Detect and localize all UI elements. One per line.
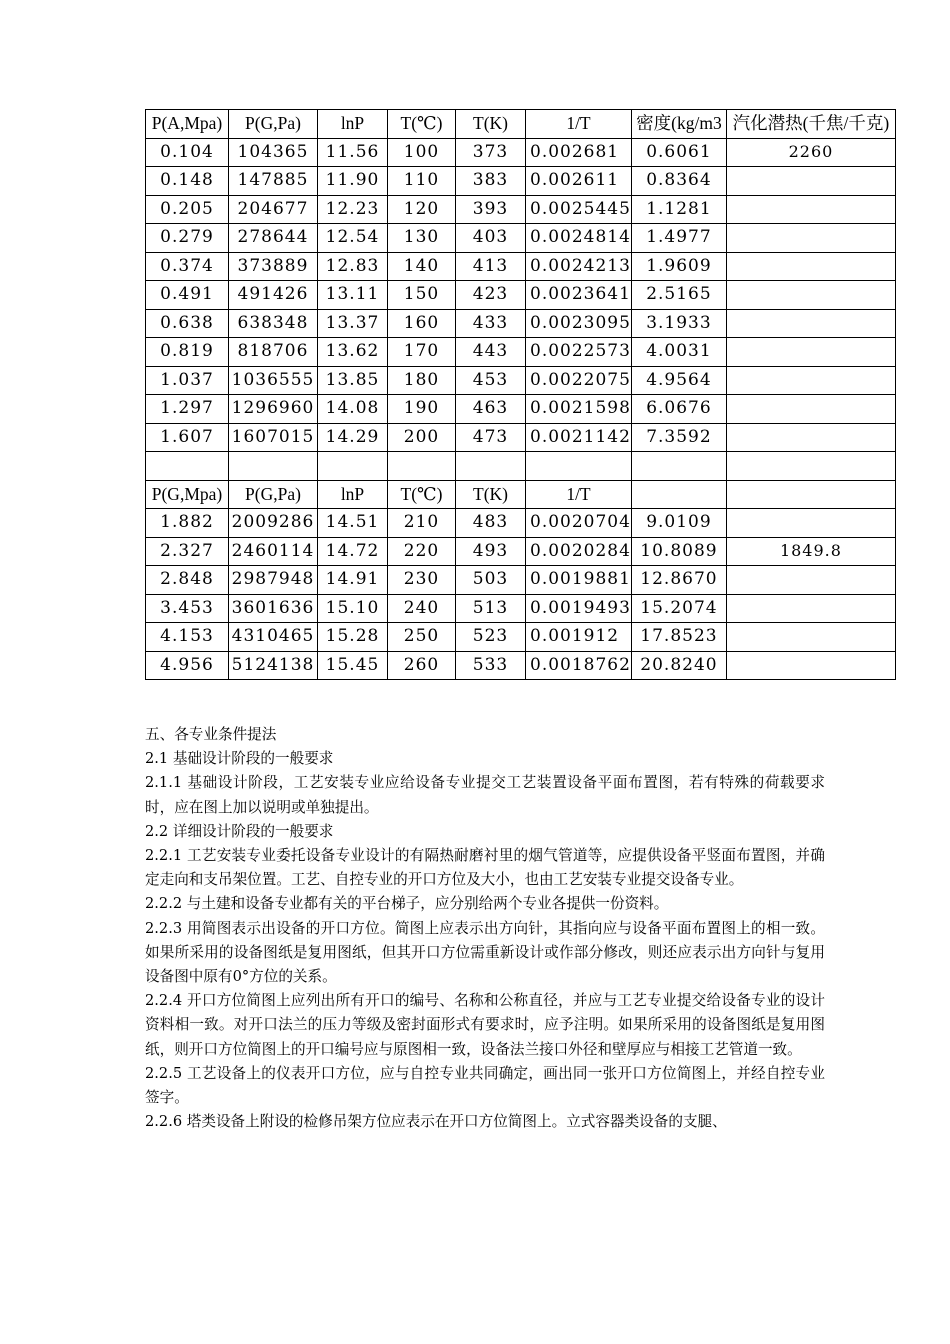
- table-cell: 423: [456, 281, 526, 310]
- table-cell: 0.638: [146, 309, 229, 338]
- header-cell: P(A,Mpa): [146, 110, 229, 139]
- table-cell: 260: [388, 651, 456, 680]
- table-row: [146, 338, 896, 367]
- table-row: [146, 623, 896, 652]
- table-cell: 230: [388, 566, 456, 595]
- table-cell: 12.8670: [631, 566, 726, 595]
- table-row: [146, 594, 896, 623]
- table-cell: 0.0024814: [526, 224, 632, 253]
- table-row: [146, 309, 896, 338]
- table-cell: 453: [456, 366, 526, 395]
- table-cell: 210: [388, 509, 456, 538]
- table-cell: [726, 195, 895, 224]
- table-cell: 2460114: [229, 537, 318, 566]
- table-cell: 13.85: [318, 366, 388, 395]
- table-cell: 4.153: [146, 623, 229, 652]
- table-cell: 523: [456, 623, 526, 652]
- table-cell: 200: [388, 423, 456, 452]
- table-cell: 100: [388, 138, 456, 167]
- table-row: [146, 366, 896, 395]
- table-cell: 147885: [229, 167, 318, 196]
- document-text: [145, 723, 825, 1134]
- table-cell: 6.0676: [631, 395, 726, 424]
- table-cell: 14.51: [318, 509, 388, 538]
- table-cell: [726, 252, 895, 281]
- table-cell: 0.8364: [631, 167, 726, 196]
- table-cell: [726, 224, 895, 253]
- table-cell: 0.104: [146, 138, 229, 167]
- table-cell: 513: [456, 594, 526, 623]
- table-cell: 2.5165: [631, 281, 726, 310]
- table-cell: 20.8240: [631, 651, 726, 680]
- table-cell: 2.848: [146, 566, 229, 595]
- table-cell: 12.23: [318, 195, 388, 224]
- table-cell: 818706: [229, 338, 318, 367]
- table-row: [146, 167, 896, 196]
- table-cell: 15.2074: [631, 594, 726, 623]
- table-cell: 638348: [229, 309, 318, 338]
- table-cell: [229, 452, 318, 481]
- table-cell: 0.0018762: [526, 651, 632, 680]
- table-cell: 0.0020704: [526, 509, 632, 538]
- table-cell: 0.0019881: [526, 566, 632, 595]
- table-row: [146, 509, 896, 538]
- table-cell: 14.72: [318, 537, 388, 566]
- heading-2-1: 2.1 基础设计阶段的一般要求: [145, 750, 334, 768]
- table-row: [146, 452, 896, 481]
- table-cell: 413: [456, 252, 526, 281]
- table-cell: 2009286: [229, 509, 318, 538]
- table-cell: 493: [456, 537, 526, 566]
- header-cell: T(K): [456, 480, 526, 509]
- table-cell: 110: [388, 167, 456, 196]
- table-cell: 4.956: [146, 651, 229, 680]
- table-cell: 1.607: [146, 423, 229, 452]
- table-cell: 0.0019493: [526, 594, 632, 623]
- table-row: [146, 395, 896, 424]
- table-cell: [146, 452, 229, 481]
- paragraph-2-2-4: 2.2.4 开口方位简图上应列出所有开口的编号、名称和公称直径，并应与工艺专业提交给设备专业的设计资料相一致。对开口法兰的压力等级及密封面形式有要求时，应予注明。如果所采用的设备图纸是复用图纸，则开口方位简图上的开口编号应与原图相一致，设备法兰接口外径和壁厚应与相接工艺管道一致。: [145, 992, 825, 1058]
- table-cell: 17.8523: [631, 623, 726, 652]
- table-cell: 0.279: [146, 224, 229, 253]
- table-cell: 13.62: [318, 338, 388, 367]
- table-row: [146, 224, 896, 253]
- table-cell: [631, 452, 726, 481]
- header-cell: 汽化潜热(千焦/千克): [726, 110, 895, 139]
- table-cell: 9.0109: [631, 509, 726, 538]
- table-cell: [726, 594, 895, 623]
- table-cell: [726, 651, 895, 680]
- table-cell: 120: [388, 195, 456, 224]
- table-cell: [726, 366, 895, 395]
- table-cell: 0.819: [146, 338, 229, 367]
- header-cell: T(K): [456, 110, 526, 139]
- table-cell: 373889: [229, 252, 318, 281]
- table-cell: 250: [388, 623, 456, 652]
- header-cell: T(℃): [388, 110, 456, 139]
- table-cell: 0.001912: [526, 623, 632, 652]
- header-cell: P(G,Mpa): [146, 480, 229, 509]
- table-cell: 1.1281: [631, 195, 726, 224]
- table-cell: 0.205: [146, 195, 229, 224]
- table-cell: [388, 452, 456, 481]
- paragraph-2-2-1: 2.2.1 工艺安装专业委托设备专业设计的有隔热耐磨衬里的烟气管道等，应提供设备平竖面布置图，并确定走向和支吊架位置。工艺、自控专业的开口方位及大小，也由工艺安装专业提交设备专业。: [145, 847, 825, 889]
- table-cell: 170: [388, 338, 456, 367]
- heading-2-2: 2.2 详细设计阶段的一般要求: [145, 822, 334, 840]
- table-cell: 160: [388, 309, 456, 338]
- table-row: [146, 566, 896, 595]
- table-cell: 503: [456, 566, 526, 595]
- table-cell: [456, 452, 526, 481]
- table-cell: 0.0021598: [526, 395, 632, 424]
- section-title: 五、各专业条件提法: [145, 726, 277, 743]
- table-cell: 373: [456, 138, 526, 167]
- table-cell: 1.4977: [631, 224, 726, 253]
- table-header-row: [146, 480, 896, 509]
- paragraph-2-2-3: 2.2.3 用简图表示出设备的开口方位。简图上应表示出方向针，其指向应与设备平面布置图上的相一致。如果所采用的设备图纸是复用图纸，但其开口方位需重新设计或作部分修改，则还应表示出方向针与复用设备图中原有0°方位的关系。: [145, 919, 825, 986]
- table-cell: 14.29: [318, 423, 388, 452]
- table-cell: 14.08: [318, 395, 388, 424]
- header-cell: [631, 480, 726, 509]
- header-cell: lnP: [318, 110, 388, 139]
- paragraph-2-2-6: 2.2.6 塔类设备上附设的检修吊架方位应表示在开口方位简图上。立式容器类设备的支腿、: [145, 1113, 727, 1131]
- table-cell: [726, 623, 895, 652]
- table-cell: 12.54: [318, 224, 388, 253]
- table-cell: 473: [456, 423, 526, 452]
- table-cell: 1.037: [146, 366, 229, 395]
- table-row: [146, 195, 896, 224]
- table-cell: [726, 167, 895, 196]
- table-cell: [726, 423, 895, 452]
- table-cell: 150: [388, 281, 456, 310]
- table-cell: 4310465: [229, 623, 318, 652]
- table-cell: 13.11: [318, 281, 388, 310]
- table-cell: 0.0021142: [526, 423, 632, 452]
- table-cell: 11.90: [318, 167, 388, 196]
- table-row: [146, 651, 896, 680]
- table-cell: 3.1933: [631, 309, 726, 338]
- paragraph-2-2-5: 2.2.5 工艺设备上的仪表开口方位，应与自控专业共同确定，画出同一张开口方位简图上，并经自控专业签字。: [145, 1064, 825, 1107]
- table-row: [146, 138, 896, 167]
- table-cell: 1.9609: [631, 252, 726, 281]
- table-cell: 0.0025445: [526, 195, 632, 224]
- table-cell: 13.37: [318, 309, 388, 338]
- table-cell: 0.0024213: [526, 252, 632, 281]
- table-row: [146, 537, 896, 566]
- table-cell: 0.002681: [526, 138, 632, 167]
- table-cell: 483: [456, 509, 526, 538]
- table-cell: 0.002611: [526, 167, 632, 196]
- header-cell: P(G,Pa): [229, 480, 318, 509]
- table-cell: [526, 452, 632, 481]
- table-row: [146, 252, 896, 281]
- table-cell: 15.10: [318, 594, 388, 623]
- table-cell: 0.491: [146, 281, 229, 310]
- table-cell: 1.882: [146, 509, 229, 538]
- header-cell: T(℃): [388, 480, 456, 509]
- table-cell: 463: [456, 395, 526, 424]
- table-cell: 240: [388, 594, 456, 623]
- header-cell: [726, 480, 895, 509]
- table-cell: [726, 395, 895, 424]
- table-cell: 4.0031: [631, 338, 726, 367]
- table-cell: 180: [388, 366, 456, 395]
- table-cell: [726, 281, 895, 310]
- table-cell: 1036555: [229, 366, 318, 395]
- table-cell: 3601636: [229, 594, 318, 623]
- table-cell: 190: [388, 395, 456, 424]
- table-cell: 0.6061: [631, 138, 726, 167]
- table-row: [146, 281, 896, 310]
- table-cell: [726, 338, 895, 367]
- table-cell: 383: [456, 167, 526, 196]
- table-cell: 140: [388, 252, 456, 281]
- header-cell: P(G,Pa): [229, 110, 318, 139]
- table-cell: 0.0022075: [526, 366, 632, 395]
- table-cell: 393: [456, 195, 526, 224]
- table-cell: 204677: [229, 195, 318, 224]
- table-cell: 433: [456, 309, 526, 338]
- table-cell: 4.9564: [631, 366, 726, 395]
- header-cell: 密度(kg/m3: [631, 110, 726, 139]
- table-cell: [726, 566, 895, 595]
- paragraph-2-2-2: 2.2.2 与土建和设备专业都有关的平台梯子，应分别给两个专业各提供一份资料。: [145, 895, 669, 913]
- table-cell: 0.0022573: [526, 338, 632, 367]
- table-cell: 1849.8: [726, 537, 895, 566]
- table-cell: 0.148: [146, 167, 229, 196]
- table-cell: 1607015: [229, 423, 318, 452]
- table-cell: 104365: [229, 138, 318, 167]
- table-cell: 15.28: [318, 623, 388, 652]
- table-cell: 220: [388, 537, 456, 566]
- header-cell: 1/T: [526, 480, 632, 509]
- table-cell: 10.8089: [631, 537, 726, 566]
- table-cell: 403: [456, 224, 526, 253]
- table-cell: 1296960: [229, 395, 318, 424]
- table-cell: 0.0023641: [526, 281, 632, 310]
- table-cell: 2.327: [146, 537, 229, 566]
- table-cell: 491426: [229, 281, 318, 310]
- table-cell: 0.0023095: [526, 309, 632, 338]
- table-cell: 2260: [726, 138, 895, 167]
- data-table: [145, 109, 896, 680]
- table-cell: 14.91: [318, 566, 388, 595]
- table-cell: 533: [456, 651, 526, 680]
- table-cell: 278644: [229, 224, 318, 253]
- table-cell: 2987948: [229, 566, 318, 595]
- table-cell: 12.83: [318, 252, 388, 281]
- table-row: [146, 423, 896, 452]
- table-cell: 15.45: [318, 651, 388, 680]
- paragraph-2-1-1: 2.1.1 基础设计阶段，工艺安装专业应给设备专业提交工艺装置设备平面布置图，若有特殊的荷载要求时，应在图上加以说明或单独提出。: [145, 774, 825, 816]
- header-cell: 1/T: [526, 110, 632, 139]
- steam-property-table: [145, 109, 896, 680]
- table-cell: 3.453: [146, 594, 229, 623]
- table-cell: 130: [388, 224, 456, 253]
- table-cell: [726, 509, 895, 538]
- table-cell: [726, 452, 895, 481]
- table-cell: 5124138: [229, 651, 318, 680]
- table-cell: 11.56: [318, 138, 388, 167]
- table-cell: 443: [456, 338, 526, 367]
- table-cell: 1.297: [146, 395, 229, 424]
- header-cell: lnP: [318, 480, 388, 509]
- table-cell: 0.0020284: [526, 537, 632, 566]
- table-cell: 7.3592: [631, 423, 726, 452]
- table-header-row: [146, 110, 896, 139]
- table-cell: [726, 309, 895, 338]
- table-cell: 0.374: [146, 252, 229, 281]
- table-cell: [318, 452, 388, 481]
